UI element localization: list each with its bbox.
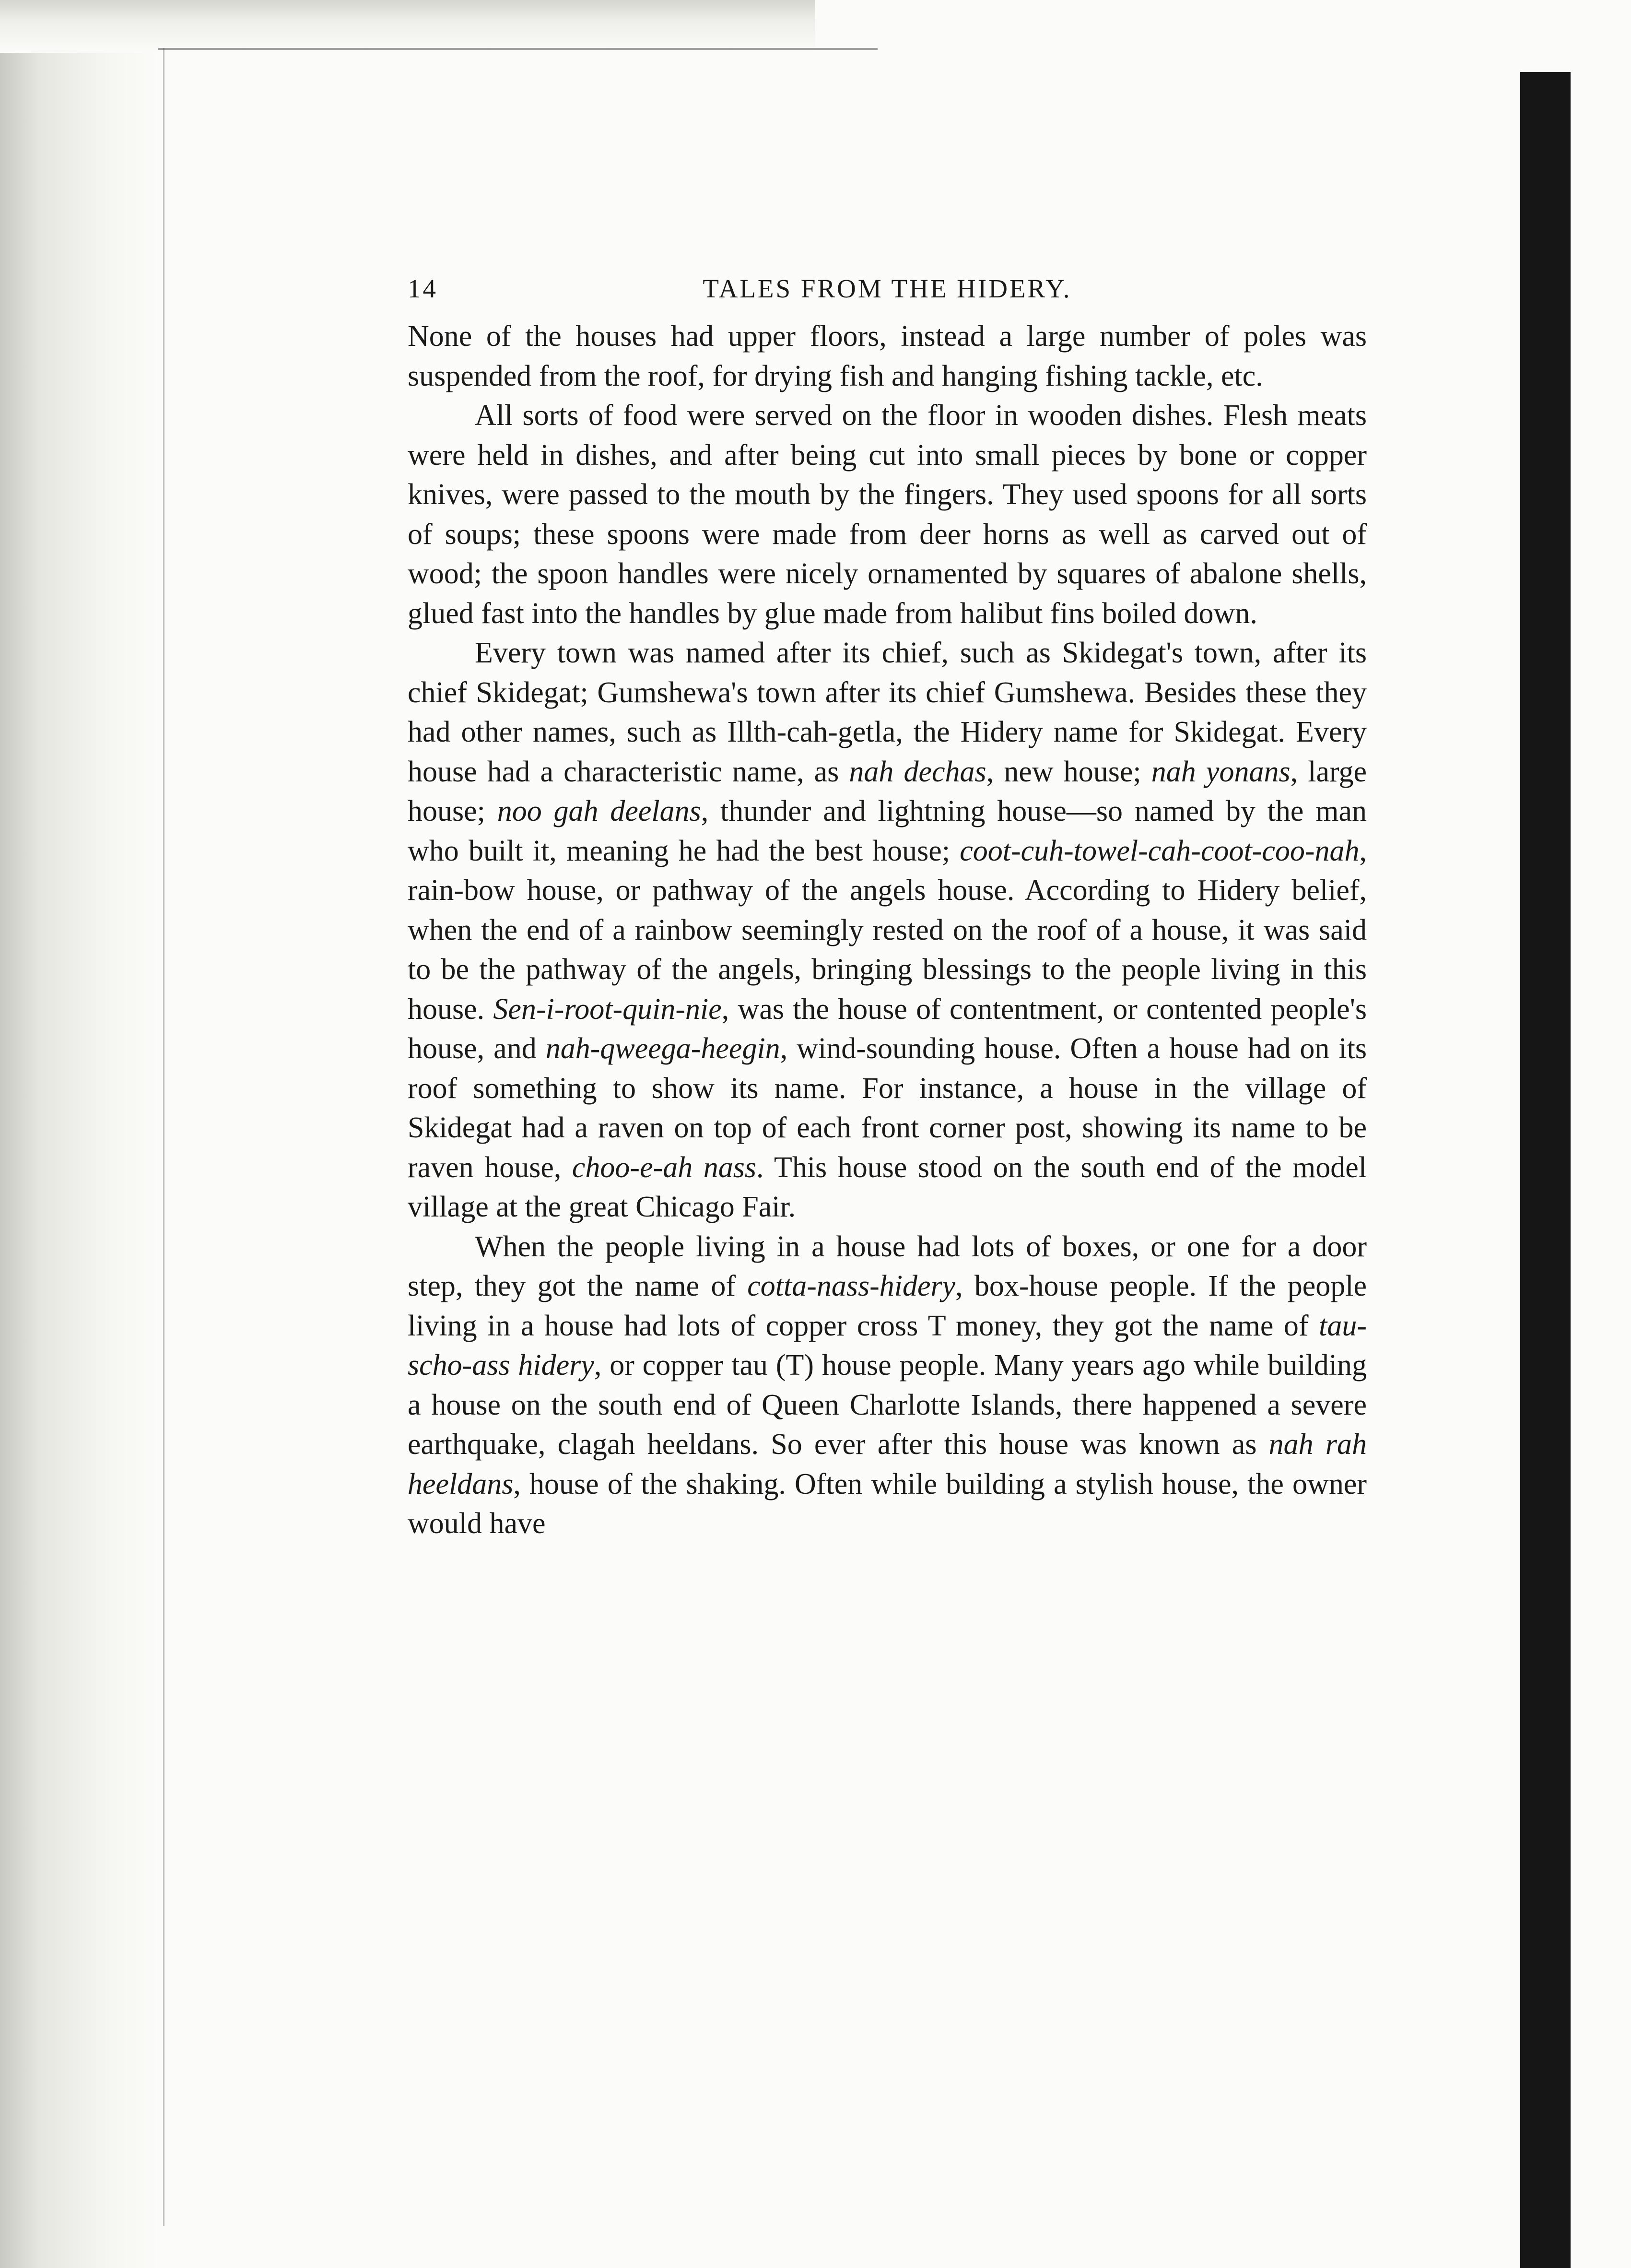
scan-shadow-top xyxy=(0,0,815,53)
page-body xyxy=(408,317,1367,1544)
paragraph-2 xyxy=(408,396,1367,633)
paragraph-text: None of the houses had upper floors, instead a large number of poles was suspended from the roof, for drying fish and hanging fishing tackle, etc. xyxy=(408,320,1367,392)
paragraph-text: , new house; xyxy=(986,755,1151,788)
scan-rule-left xyxy=(163,48,164,2226)
house-name-term: nah-qweega-heegin xyxy=(545,1032,780,1065)
running-title: TALES FROM THE HIDERY. xyxy=(703,274,1072,303)
paragraph-text: Every town was named after its chief, such as Skidegat's town, after its chief Skidegat; Gumshewa's town after its chief Gumshewa. Besides these they had other names, such as Illth-cah-getla, the Hidery name for Skidegat. Every house had a characteristic name, as xyxy=(408,637,1367,788)
house-name-term: nah yonans xyxy=(1151,755,1291,788)
house-name-term: nah dechas xyxy=(849,755,986,788)
house-name-term: noo gah deelans xyxy=(497,795,701,827)
book-spine-shadow xyxy=(1520,72,1571,2268)
paragraph-text: , rain-bow house, or pathway of the angels house. According to Hidery belief, when the end of a rainbow seemingly rested on the roof of a house, it was said to be the pathway of the angels, bringing blessings to the people living in this house. xyxy=(408,834,1367,1026)
paragraph-1 xyxy=(408,317,1367,396)
paragraph-text: When the people living in a house had lots of boxes, or one for a door step, they got the name of xyxy=(408,1230,1367,1302)
house-name-term: cotta-nass-hidery xyxy=(747,1270,956,1302)
paragraph-text: , box-house people. If the people living in a house had lots of copper cross T money, they got the name of xyxy=(408,1270,1367,1342)
paragraph-4 xyxy=(408,1227,1367,1544)
page-number: 14 xyxy=(408,274,438,303)
house-name-term: tau-scho-ass hidery xyxy=(408,1309,1367,1382)
paragraph-text: , or copper tau (T) house people. Many years ago while building a house on the south end of Queen Charlotte Islands, there happened a severe earthquake, clagah heeldans. So ever after this house was known as xyxy=(408,1349,1367,1461)
paragraph-text: , was the house of contentment, or contented people's house, and xyxy=(408,992,1367,1065)
paragraph-3 xyxy=(408,633,1367,1227)
running-header xyxy=(408,273,1367,317)
paragraph-text: All sorts of food were served on the floor in wooden dishes. Flesh meats were held in dishes, and after being cut into small pieces by bone or copper knives, were passed to the mouth by the fingers. They used spoons for all sorts of soups; these spoons were made from deer horns as well as carved out of wood; the spoon handles were nicely ornamented by squares of abalone shells, glued fast into the handles by glue made from halibut fins boiled down. xyxy=(408,399,1367,630)
house-name-term: choo-e-ah nass xyxy=(572,1151,757,1184)
paragraph-text: . This house stood on the south end of the model village at the great Chicago Fair. xyxy=(408,1151,1367,1223)
paragraph-text: , house of the shaking. Often while building a stylish house, the owner would have xyxy=(408,1467,1367,1540)
paragraph-text: , large house; xyxy=(408,755,1367,827)
paragraph-text: , wind-sounding house. Often a house had on its roof something to show its name. For instance, a house in the village of Skidegat had a raven on top of each front corner post, showing its name to be raven house, xyxy=(408,1032,1367,1184)
scan-rule-top xyxy=(158,48,878,50)
house-name-term: Sen-i-root-quin-nie xyxy=(493,992,722,1026)
house-name-term: coot-cuh-towel-cah-coot-coo-nah xyxy=(960,834,1360,867)
paragraph-text: , thunder and lightning house—so named by the man who built it, meaning he had the best house; xyxy=(408,795,1367,867)
house-name-term: nah rah heeldans xyxy=(408,1428,1367,1500)
book-page xyxy=(408,273,1367,1544)
scan-shadow-left xyxy=(0,0,158,2268)
